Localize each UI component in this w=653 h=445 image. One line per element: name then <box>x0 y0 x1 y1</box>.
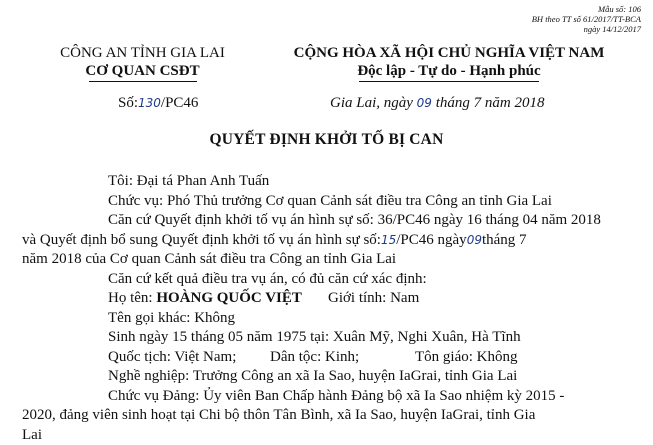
body-can-cu-1a: Căn cứ Quyết định khởi tố vụ án hình sự số: 36/PC46 ngày 16 tháng 04 năm 2018 <box>78 211 648 231</box>
body-can-cu-1c: năm 2018 của Cơ quan Cảnh sát điều tra Công an tỉnh Gia Lai <box>22 250 648 270</box>
doc-number-prefix: Số: <box>118 95 138 111</box>
can-cu-1b-hand-day: 09 <box>467 233 482 247</box>
body-can-cu-2: Căn cứ kết quả điều tra vụ án, có đủ căn cứ xác định: <box>78 270 648 290</box>
doc-number-suffix: /PC46 <box>161 95 199 111</box>
document-body <box>78 172 648 445</box>
form-date: ngày 14/12/2017 <box>532 24 641 34</box>
form-meta <box>532 4 641 34</box>
place-date-rest: tháng 7 năm 2018 <box>436 95 545 111</box>
place-date-prefix: Gia Lai, ngày <box>330 95 413 111</box>
issuing-agency <box>50 44 235 82</box>
motto-underline <box>359 81 539 82</box>
country-name: CỘNG HÒA XÃ HỘI CHỦ NGHĨA VIỆT NAM <box>288 44 610 62</box>
national-motto: Độc lập - Tự do - Hạnh phúc <box>288 62 610 80</box>
agency-name: CƠ QUAN CSĐT <box>50 62 235 80</box>
place-date-day-handwritten: 09 <box>417 96 432 110</box>
ho-ten-value: HOÀNG QUỐC VIỆT <box>156 290 302 306</box>
body-chuc-vu-dang-c: Lai <box>22 426 648 445</box>
body-nghe-nghiep: Nghề nghiệp: Trưởng Công an xã Ia Sao, huyện IaGrai, tỉnh Gia Lai <box>78 367 648 387</box>
doc-number-handwritten: 130 <box>138 96 161 110</box>
form-circular: BH theo TT số 61/2017/TT-BCA <box>532 14 641 24</box>
body-quoc-tich-row <box>78 348 648 368</box>
ho-ten-label: Họ tên: <box>108 290 153 306</box>
form-number: Mẫu số: 106 <box>532 4 641 14</box>
body-chuc-vu-dang-b: 2020, đảng viên sinh hoạt tại Chi bộ thôn Tân Bình, xã Ia Sao, huyện IaGrai, tỉnh Gia <box>22 406 648 426</box>
body-chuc-vu-dang-a: Chức vụ Đảng: Ủy viên Ban Chấp hành Đảng bộ xã Ia Sao nhiệm kỳ 2015 - <box>78 387 648 407</box>
can-cu-1b-hand-number: 15 <box>381 233 396 247</box>
document-number <box>118 95 198 112</box>
body-sinh: Sinh ngày 15 tháng 05 năm 1975 tại: Xuân Mỹ, Nghi Xuân, Hà Tĩnh <box>78 328 648 348</box>
agency-underline <box>89 81 197 82</box>
national-header <box>288 44 610 82</box>
quoc-tich: Quốc tịch: Việt Nam; <box>108 348 270 368</box>
can-cu-1b-mid: /PC46 ngày <box>396 232 466 248</box>
can-cu-1b-pre: và Quyết định bổ sung Quyết định khởi tố vụ án hình sự số: <box>22 232 381 248</box>
place-date <box>330 95 544 112</box>
body-chuc-vu: Chức vụ: Phó Thủ trưởng Cơ quan Cảnh sát điều tra Công an tỉnh Gia Lai <box>78 192 648 212</box>
document-title: QUYẾT ĐỊNH KHỞI TỐ BỊ CAN <box>0 131 653 149</box>
body-ten-goi-khac: Tên gọi khác: Không <box>78 309 648 329</box>
body-ho-ten <box>78 289 648 309</box>
can-cu-1b-post: tháng 7 <box>482 232 527 248</box>
body-toi: Tôi: Đại tá Phan Anh Tuấn <box>78 172 648 192</box>
gioi-tinh: Giới tính: Nam <box>328 290 419 306</box>
ton-giao: Tôn giáo: Không <box>415 349 518 365</box>
agency-parent: CÔNG AN TỈNH GIA LAI <box>50 44 235 62</box>
body-can-cu-1b <box>22 231 648 251</box>
dan-toc: Dân tộc: Kinh; <box>270 348 415 368</box>
